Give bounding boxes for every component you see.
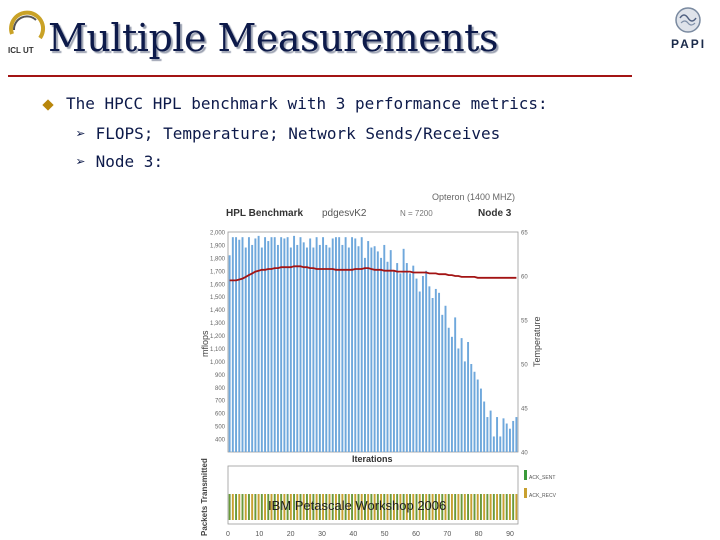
flops-bar xyxy=(261,248,263,452)
x-tick-label: 0 xyxy=(226,531,230,538)
packet-bar xyxy=(248,494,250,520)
y2-tick-label: 55 xyxy=(521,318,528,325)
packet-bar xyxy=(235,494,237,520)
flops-bar xyxy=(396,263,398,452)
flops-bar xyxy=(428,286,430,452)
flops-bar xyxy=(467,342,469,452)
flops-bar xyxy=(283,238,285,452)
flops-bar xyxy=(515,417,517,452)
flops-bar xyxy=(348,248,350,452)
y-tick-label: 1,500 xyxy=(209,295,225,302)
packet-bar xyxy=(467,494,469,520)
flops-bar xyxy=(419,292,421,452)
y-tick-label: 1,000 xyxy=(209,359,225,366)
flops-bar xyxy=(303,242,305,452)
flops-bar xyxy=(464,361,466,452)
flops-bar xyxy=(258,236,260,452)
legend-label-ack-sent: ACK_SENT xyxy=(529,475,556,481)
hpl-chart xyxy=(196,192,556,540)
icl-logo xyxy=(6,8,46,58)
slide-title: Multiple Measurements xyxy=(48,16,498,60)
flops-bar xyxy=(390,250,392,452)
packet-bar xyxy=(454,494,456,520)
flops-bar xyxy=(406,263,408,452)
arrow-bullet-icon: ➢ xyxy=(76,152,86,171)
flops-bar xyxy=(496,417,498,452)
flops-bar xyxy=(451,337,453,452)
chart-subtitle-left: pdgesvK2 xyxy=(322,208,367,219)
flops-bar xyxy=(503,418,505,452)
y-tick-label: 600 xyxy=(214,411,225,418)
packet-bar xyxy=(496,494,498,520)
y-tick-label: 700 xyxy=(214,398,225,405)
flops-bar xyxy=(238,240,240,452)
chart-header-right: Node 3 xyxy=(478,208,512,219)
packet-bar xyxy=(480,494,482,520)
flops-bar xyxy=(470,364,472,452)
x-tick-label: 50 xyxy=(380,531,389,538)
packet-bar xyxy=(503,494,505,520)
legend-swatch-ack-recv xyxy=(524,488,527,498)
y-tick-label: 1,400 xyxy=(209,308,225,315)
flops-bar xyxy=(380,258,382,452)
flops-bar xyxy=(287,237,289,452)
icl-logo-text: ICL UT xyxy=(8,46,34,55)
packet-bar xyxy=(229,494,231,520)
title-divider xyxy=(8,75,632,77)
flops-bar xyxy=(248,237,250,452)
flops-bar xyxy=(341,245,343,452)
packet-bar xyxy=(448,494,450,520)
flops-bar xyxy=(490,411,492,452)
flops-bar xyxy=(416,279,418,452)
flops-bar xyxy=(251,245,253,452)
flops-bar xyxy=(377,251,379,452)
y-axis-label: mflops xyxy=(200,330,210,357)
packet-bar xyxy=(258,494,260,520)
y-tick-label: 500 xyxy=(214,424,225,431)
flops-bar xyxy=(432,298,434,452)
flops-bar xyxy=(493,436,495,452)
y-tick-label: 400 xyxy=(214,437,225,444)
flops-bar xyxy=(277,245,279,452)
flops-bar xyxy=(300,237,302,452)
y-tick-label: 1,800 xyxy=(209,256,225,263)
flops-bar xyxy=(370,248,372,452)
packet-bar xyxy=(506,494,508,520)
packet-bar xyxy=(232,494,234,520)
chart-title: HPL Benchmark xyxy=(226,208,304,219)
flops-bar xyxy=(312,248,314,452)
flops-bar xyxy=(399,273,401,452)
y-tick-label: 1,700 xyxy=(209,269,225,276)
flops-bar xyxy=(383,245,385,452)
sub-bullet-text: Node 3: xyxy=(95,152,164,171)
flops-bar xyxy=(242,237,244,452)
flops-bar xyxy=(435,289,437,452)
papi-logo-text: PAPI xyxy=(671,37,707,51)
flops-bar xyxy=(325,245,327,452)
flops-bar xyxy=(454,317,456,452)
packet-bar xyxy=(242,494,244,520)
flops-bar xyxy=(457,348,459,452)
flops-bar xyxy=(280,237,282,452)
packet-bar xyxy=(264,494,266,520)
flops-bar xyxy=(309,238,311,452)
flops-bar xyxy=(374,246,376,452)
packet-bar xyxy=(483,494,485,520)
x-tick-label: 10 xyxy=(255,531,264,538)
chart-subtitle-mid: N = 7200 xyxy=(400,209,433,218)
flops-bar xyxy=(367,241,369,452)
packet-bar xyxy=(515,494,517,520)
y-tick-label: 1,300 xyxy=(209,321,225,328)
y2-tick-label: 60 xyxy=(521,274,528,281)
flops-bar xyxy=(403,249,405,452)
x-tick-label: 90 xyxy=(506,531,514,538)
flops-bar xyxy=(229,255,231,452)
legend-swatch-ack-sent xyxy=(524,470,527,480)
x-tick-label: 40 xyxy=(349,531,358,538)
packet-bar xyxy=(499,494,501,520)
x-tick-label: 30 xyxy=(318,531,326,538)
packet-bar xyxy=(477,494,479,520)
flops-bar xyxy=(506,424,508,452)
plot-area xyxy=(210,231,528,457)
y-tick-label: 1,100 xyxy=(209,346,225,353)
y-tick-label: 800 xyxy=(214,385,225,392)
main-bullet xyxy=(44,94,548,113)
flops-bar xyxy=(267,241,269,452)
flops-bar xyxy=(441,315,443,452)
flops-bar xyxy=(296,245,298,452)
flops-bar xyxy=(425,271,427,452)
flops-bar xyxy=(364,258,366,452)
packet-bar xyxy=(254,494,256,520)
flops-bar xyxy=(422,276,424,452)
flops-bar xyxy=(235,237,237,452)
flops-bar xyxy=(358,246,360,452)
y2-tick-label: 50 xyxy=(521,362,528,369)
flops-bar xyxy=(274,237,276,452)
packet-bar xyxy=(509,494,511,520)
y-tick-label: 2,000 xyxy=(209,230,225,237)
packets-axis-label: Packets Transmitted xyxy=(200,458,209,536)
footer-text: IBM Petascale Workshop 2006 xyxy=(268,498,447,513)
flops-bar xyxy=(232,237,234,452)
flops-bar xyxy=(448,328,450,452)
packet-bar xyxy=(512,494,514,520)
packet-bar xyxy=(464,494,466,520)
packet-bar xyxy=(251,494,253,520)
packet-bar xyxy=(486,494,488,520)
x-tick-label: 60 xyxy=(412,531,420,538)
flops-bar xyxy=(509,429,511,452)
sub-bullet-text: FLOPS; Temperature; Network Sends/Receives xyxy=(95,124,501,143)
flops-bar xyxy=(393,271,395,452)
packet-bar xyxy=(261,494,263,520)
arrow-bullet-icon: ➢ xyxy=(76,124,86,143)
flops-bar xyxy=(306,248,308,452)
packet-bar xyxy=(457,494,459,520)
y2-tick-label: 65 xyxy=(521,230,528,237)
flops-bar xyxy=(290,248,292,452)
packet-bar xyxy=(461,494,463,520)
flops-bar xyxy=(474,372,476,452)
diamond-bullet-icon xyxy=(42,99,53,110)
flops-bar xyxy=(480,389,482,452)
y-tick-label: 900 xyxy=(214,372,225,379)
flops-bar xyxy=(512,421,514,452)
flops-bar xyxy=(319,245,321,452)
y2-axis-label: Temperature xyxy=(532,316,542,367)
sub-bullet xyxy=(76,152,163,171)
y2-tick-label: 45 xyxy=(521,406,528,413)
packet-bar xyxy=(238,494,240,520)
x-tick-label: 80 xyxy=(474,531,483,538)
flops-bar xyxy=(293,236,295,452)
chart-header-right-top: Opteron (1400 MHZ) xyxy=(432,192,516,202)
flops-bar xyxy=(477,380,479,452)
flops-bar xyxy=(412,266,414,452)
flops-bar xyxy=(387,262,389,452)
packet-bar xyxy=(493,494,495,520)
flops-bar xyxy=(329,248,331,452)
packet-bar xyxy=(474,494,476,520)
packet-bar xyxy=(451,494,453,520)
y-tick-label: 1,900 xyxy=(209,243,225,250)
flops-bar xyxy=(486,417,488,452)
x-tick-label: 70 xyxy=(443,531,452,538)
x-tick-label: 20 xyxy=(286,531,295,538)
flops-bar xyxy=(499,436,501,452)
flops-bar xyxy=(409,273,411,452)
packet-bar xyxy=(490,494,492,520)
packet-bar xyxy=(470,494,472,520)
x-axis-label: Iterations xyxy=(352,454,393,464)
flops-bar xyxy=(332,238,334,452)
papi-logo xyxy=(664,4,712,52)
flops-bar xyxy=(445,306,447,452)
sub-bullet xyxy=(76,124,500,143)
flops-bar xyxy=(438,293,440,452)
packet-bar xyxy=(245,494,247,520)
legend-label-ack-recv: ACK_RECV xyxy=(529,493,556,499)
flops-bar xyxy=(483,402,485,452)
y2-tick-label: 40 xyxy=(521,450,528,457)
y-tick-label: 1,600 xyxy=(209,282,225,289)
flops-bar xyxy=(354,238,356,452)
flops-bar xyxy=(461,338,463,452)
y-tick-label: 1,200 xyxy=(209,334,225,341)
main-bullet-text: The HPCC HPL benchmark with 3 performance metrics: xyxy=(66,94,548,113)
